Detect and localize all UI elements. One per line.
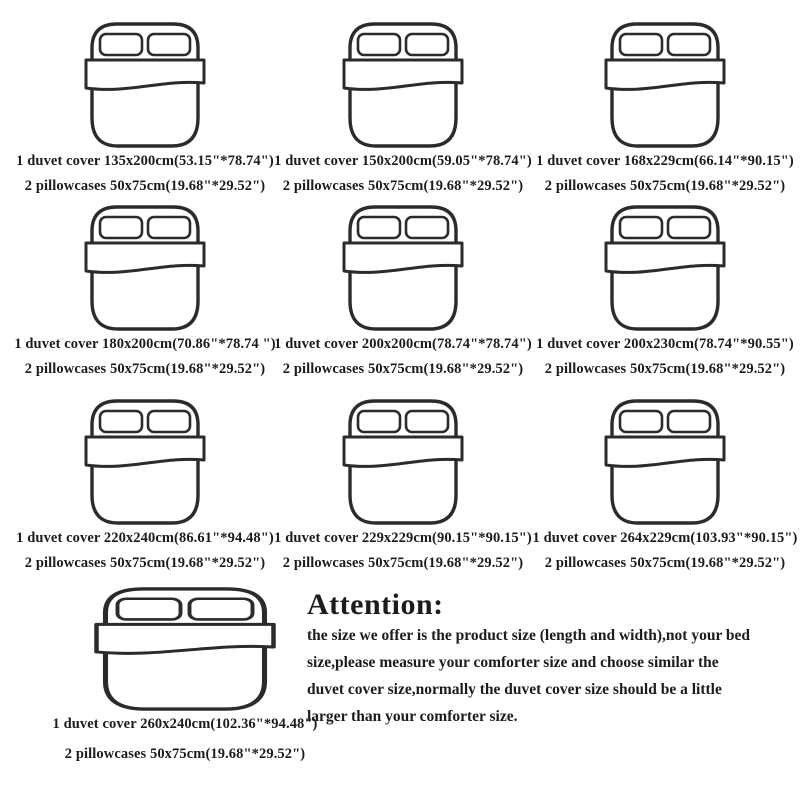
bed-icon [92, 585, 278, 711]
bed-icon [341, 397, 465, 525]
size-option-7 [5, 397, 285, 572]
bed-icon [341, 203, 465, 331]
attention-title: Attention: [307, 588, 444, 621]
duvet-size-label: 1 duvet cover 200x230cm(78.74"*90.55") [536, 336, 794, 352]
size-option-6 [525, 203, 800, 378]
size-option-9 [525, 397, 800, 572]
duvet-size-label: 1 duvet cover 150x200cm(59.05"*78.74") [274, 153, 532, 169]
size-option-2 [263, 20, 543, 195]
bed-icon [83, 20, 207, 148]
pillowcase-size-label: 2 pillowcases 50x75cm(19.68"*29.52") [24, 361, 266, 377]
duvet-size-label: 1 duvet cover 260x240cm(102.36"*94.48") [52, 716, 318, 732]
duvet-size-label: 1 duvet cover 200x200cm(78.74"*78.74") [274, 336, 532, 352]
bed-icon [603, 397, 727, 525]
size-option-1 [5, 20, 285, 195]
duvet-size-label: 1 duvet cover 264x229cm(103.93"*90.15") [532, 530, 798, 546]
pillowcase-size-label: 2 pillowcases 50x75cm(19.68"*29.52") [282, 178, 524, 194]
attention-line: size,please measure your comforter size and choose similar the [307, 654, 719, 671]
pillowcase-size-label: 2 pillowcases 50x75cm(19.68"*29.52") [544, 361, 786, 377]
size-option-8 [263, 397, 543, 572]
duvet-size-label: 1 duvet cover 135x200cm(53.15"*78.74") [16, 153, 274, 169]
bed-icon [83, 203, 207, 331]
size-option-3 [525, 20, 800, 195]
bed-icon [341, 20, 465, 148]
pillowcase-size-label: 2 pillowcases 50x75cm(19.68"*29.52") [544, 555, 786, 571]
duvet-size-label: 1 duvet cover 220x240cm(86.61"*94.48") [16, 530, 274, 546]
pillowcase-size-label: 2 pillowcases 50x75cm(19.68"*29.52") [64, 746, 306, 762]
bed-icon [603, 203, 727, 331]
bed-icon [603, 20, 727, 148]
duvet-size-label: 1 duvet cover 168x229cm(66.14"*90.15") [536, 153, 794, 169]
attention-line: duvet cover size,normally the duvet cover size should be a little [307, 681, 722, 698]
pillowcase-size-label: 2 pillowcases 50x75cm(19.68"*29.52") [24, 555, 266, 571]
bed-icon [83, 397, 207, 525]
size-option-10 [30, 585, 340, 763]
pillowcase-size-label: 2 pillowcases 50x75cm(19.68"*29.52") [282, 361, 524, 377]
size-option-5 [263, 203, 543, 378]
duvet-size-label: 1 duvet cover 229x229cm(90.15"*90.15") [274, 530, 532, 546]
size-option-4 [5, 203, 285, 378]
attention-line: larger than your comforter size. [307, 708, 518, 725]
pillowcase-size-label: 2 pillowcases 50x75cm(19.68"*29.52") [24, 178, 266, 194]
pillowcase-size-label: 2 pillowcases 50x75cm(19.68"*29.52") [282, 555, 524, 571]
pillowcase-size-label: 2 pillowcases 50x75cm(19.68"*29.52") [544, 178, 786, 194]
duvet-size-label: 1 duvet cover 180x200cm(70.86"*78.74 ") [14, 336, 276, 352]
attention-line: the size we offer is the product size (length and width),not your bed [307, 627, 751, 644]
attention-note [307, 588, 800, 730]
